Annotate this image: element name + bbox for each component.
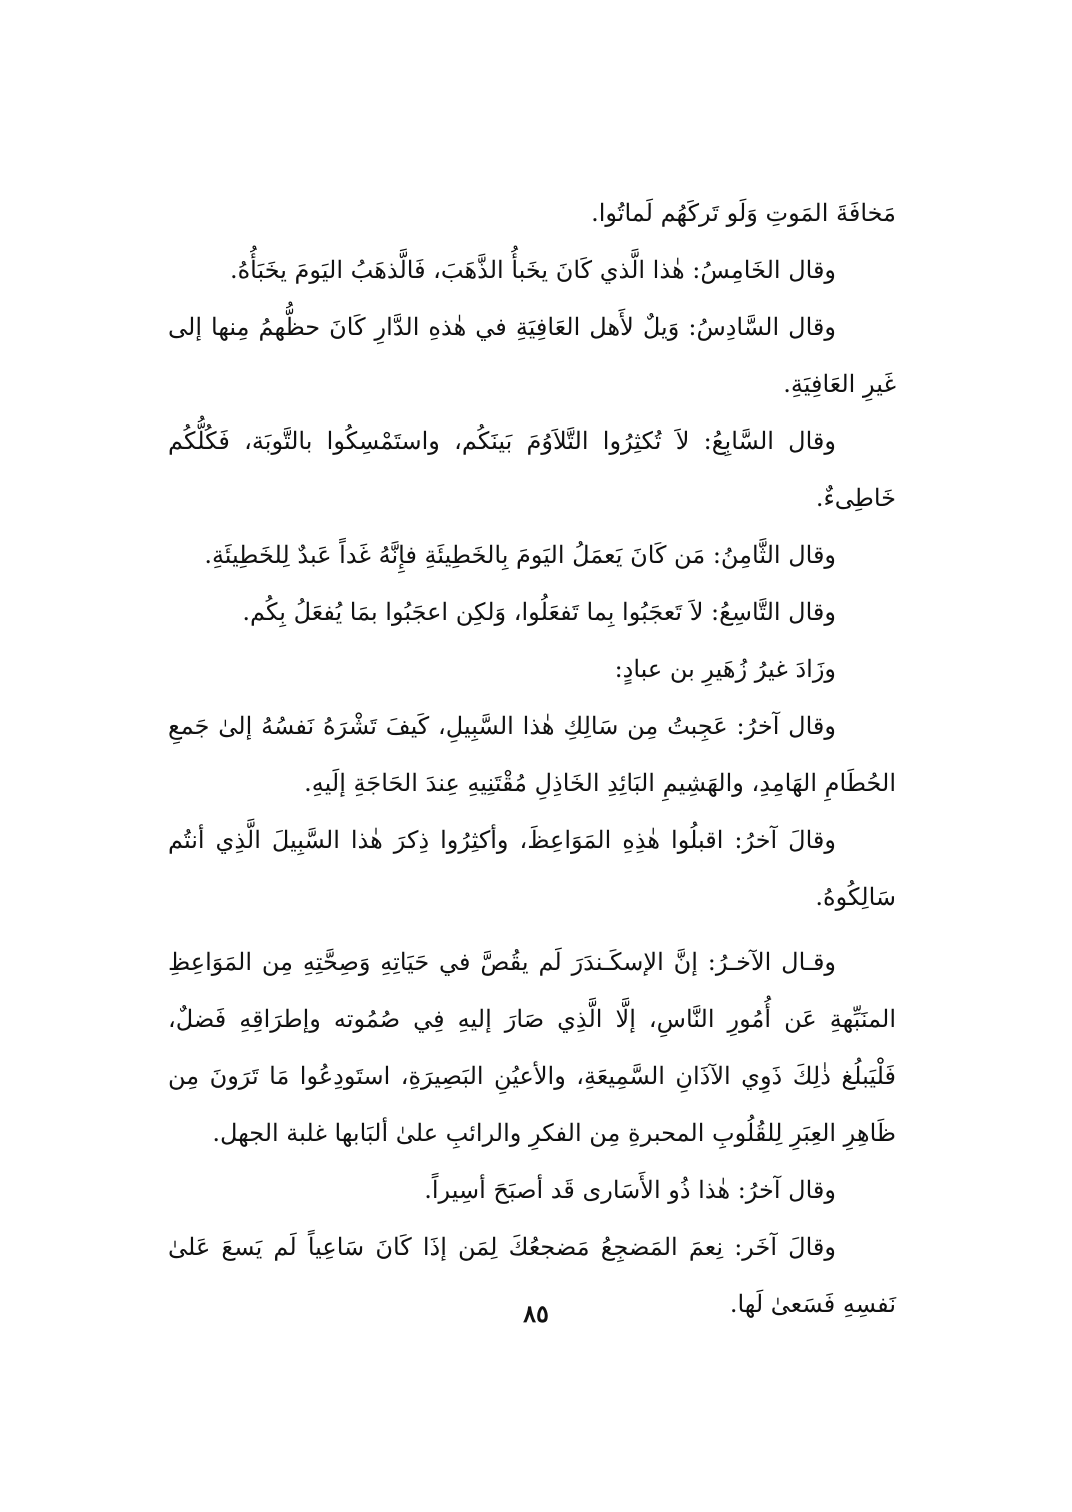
paragraph-another-saying-1: وقال آخرُ: عَجِبتُ مِن سَالِكِ هٰذا السَّبِيلِ، كَيفَ تَشْرَهُ نَفسُهُ إلىٰ جَمعِ الحُطَامِ الهَامِدِ، والهَشِيمِ البَائِدِ الخَاذِلِ مُقْتَنِيهِ عِندَ الحَاجَةِ إلَيهِ. <box>168 712 896 797</box>
paragraph-another-saying-3: وقـال الآخـرُ: إنَّ الإسكَـندَرَ لَم يقُصَّ في حَيَاتِهِ وَصِحَّتِهِ مِن المَوَاعِظِ المنَبِّهةِ عَن أُمُورِ النَّاسِ، إلَّا الَّذِي صَارَ إليهِ فِي صُمُوته وإطرَاقِهِ فَضلٌ، فَلْيَبلُغ ذٰلِكَ ذَوِي الآذَانِ السَّمِيعَةِ، والأعيُنِ البَصِيرَةِ، استَودِعُوا مَا تَرَونَ مِن ظَاهِرِ العِبَرِ لِلقُلُوبِ المحبرةِ مِن الفكرِ والرائبِ علىٰ ألبَابها غلبة الجهل. <box>168 948 896 1147</box>
paragraph-seventh-saying: وقال السَّابِعُ: لاَ تُكثِرُوا التَّلاَوُمَ بَينَكُم، واستَمْسِكُوا بالتَّوبَة، فَكُلُّكُم خَاطِىءٌ. <box>168 427 896 512</box>
paragraph-another-saying-2: وقالَ آخرُ: اقبلُوا هٰذِهِ المَوَاعِظَ، وأكثِرُوا ذِكرَ هٰذا السَّبِيلَ الَّذِي أنتُم سَالِكُوهُ. <box>168 826 896 911</box>
paragraph-addition-note: وزَادَ غيرُ زُهَيرِ بن عبادٍ: <box>614 655 836 683</box>
paragraph-continuation: مَخافَةَ المَوتِ وَلَو تَركَهُم لَماتُوا. <box>591 199 896 227</box>
paragraph-sixth-saying: وقال السَّادِسُ: وَيلٌ لأَهل العَافِيَةِ في هٰذهِ الدَّارِ كَانَ حظُّهمُ مِنها إلى غَيرِ العَافِيَةِ. <box>168 313 896 398</box>
body-text <box>168 185 896 1333</box>
paragraph-ninth-saying: وقال التَّاسِعُ: لاَ تَعجَبُوا بِما تَفعَلُوا، وَلكِن اعجَبُوا بمَا يُفعَلُ بِكُم. <box>242 598 836 626</box>
paragraph-eighth-saying: وقال الثَّامِنُ: مَن كَانَ يَعمَلُ اليَومَ بِالخَطِيئَةِ فإِنَّهُ غَداً عَبدٌ لِلخَطِيئَةِ. <box>204 541 836 569</box>
paragraph-fifth-saying: وقال الخَامِسُ: هٰذا الَّذي كَانَ يخَبأُ الذَّهَبَ، فَالَّذهَبُ اليَومَ يخَبَأُهُ. <box>229 256 836 284</box>
paragraph-another-saying-4: وقال آخرُ: هٰذا ذُو الأَسَارى قَد أصبَحَ أسِيراً. <box>424 1176 836 1204</box>
paragraph-another-saying-5: وقالَ آخَر: نِعمَ المَضجِعُ مَضجعُكَ لِمَن إذَا كَانَ سَاعِياً لَم يَسعَ عَلىٰ نَفسِهِ فَسَعىٰ لَها. <box>168 1233 896 1318</box>
page-number: ٨٥ <box>523 1299 549 1328</box>
